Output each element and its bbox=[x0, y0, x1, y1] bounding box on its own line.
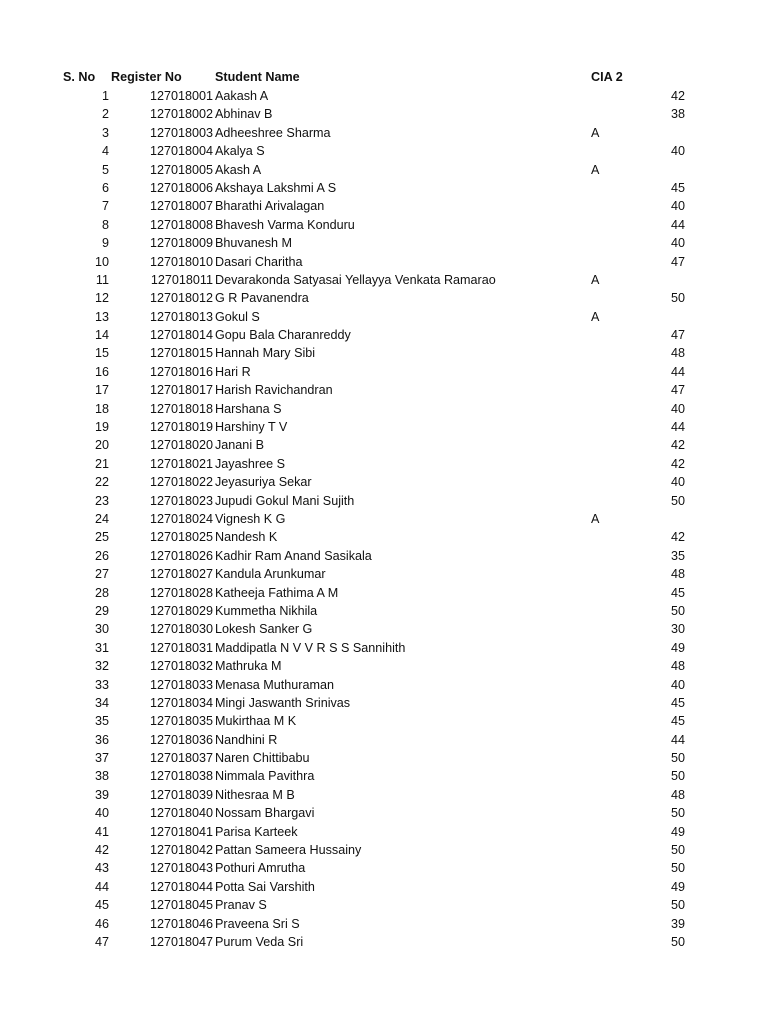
student-name-cell: Praveena Sri S bbox=[215, 916, 300, 931]
sno-cell: 25 bbox=[94, 530, 109, 545]
table-row bbox=[0, 804, 768, 822]
register-no-cell: 127018035 bbox=[149, 714, 213, 729]
student-name-cell: Bhuvanesh M bbox=[215, 236, 293, 251]
absent-cell: A bbox=[591, 309, 600, 324]
sno-cell: 32 bbox=[94, 659, 109, 674]
sno-cell: 42 bbox=[94, 843, 109, 858]
mark-cell: 49 bbox=[670, 640, 685, 655]
register-no-cell: 127018041 bbox=[149, 824, 213, 839]
student-name-cell: Harish Ravichandran bbox=[215, 383, 333, 398]
table-row bbox=[0, 528, 768, 546]
mark-cell: 50 bbox=[670, 291, 685, 306]
register-no-cell: 127018045 bbox=[149, 898, 213, 913]
register-no-cell: 127018008 bbox=[149, 217, 213, 232]
mark-cell: 50 bbox=[670, 493, 685, 508]
table-row bbox=[0, 473, 768, 491]
register-no-cell: 127018022 bbox=[149, 475, 213, 490]
sno-cell: 38 bbox=[94, 769, 109, 784]
mark-cell: 45 bbox=[670, 714, 685, 729]
sno-cell: 15 bbox=[94, 346, 109, 361]
register-no-cell: 127018030 bbox=[149, 622, 213, 637]
table-row bbox=[0, 161, 768, 179]
sno-cell: 35 bbox=[94, 714, 109, 729]
sno-cell: 34 bbox=[94, 695, 109, 710]
sno-cell: 21 bbox=[94, 456, 109, 471]
register-no-cell: 127018029 bbox=[149, 603, 213, 618]
table-row bbox=[0, 400, 768, 418]
table-row bbox=[0, 105, 768, 123]
sno-cell: 24 bbox=[94, 511, 109, 526]
sno-cell: 31 bbox=[94, 640, 109, 655]
table-row bbox=[0, 436, 768, 454]
register-no-cell: 127018007 bbox=[149, 199, 213, 214]
register-no-cell: 127018039 bbox=[149, 787, 213, 802]
register-no-cell: 127018004 bbox=[149, 144, 213, 159]
register-no-cell: 127018001 bbox=[149, 89, 213, 103]
register-no-cell: 127018021 bbox=[149, 456, 213, 471]
register-no-cell: 127018002 bbox=[149, 107, 213, 122]
table-row bbox=[0, 565, 768, 583]
register-no-cell: 127018046 bbox=[149, 916, 213, 931]
sno-cell: 44 bbox=[94, 879, 109, 894]
mark-cell: 44 bbox=[670, 217, 685, 232]
table-row bbox=[0, 620, 768, 638]
register-no-cell: 127018012 bbox=[149, 291, 213, 306]
table-row bbox=[0, 731, 768, 749]
register-no-cell: 127018036 bbox=[149, 732, 213, 747]
mark-cell: 50 bbox=[670, 861, 685, 876]
register-no-cell: 127018014 bbox=[149, 328, 213, 343]
absent-cell: A bbox=[591, 125, 600, 140]
sno-cell: 12 bbox=[94, 291, 109, 306]
student-name-cell: Pranav S bbox=[215, 898, 267, 913]
table-row bbox=[0, 124, 768, 142]
student-name-cell: Kandula Arunkumar bbox=[215, 567, 326, 582]
table-row bbox=[0, 363, 768, 381]
mark-cell: 50 bbox=[670, 843, 685, 858]
student-name-cell: Nossam Bhargavi bbox=[215, 806, 315, 821]
mark-cell: 49 bbox=[670, 824, 685, 839]
student-name-cell: Mingi Jaswanth Srinivas bbox=[215, 695, 351, 710]
student-name-cell: Akalya S bbox=[215, 144, 265, 159]
absent-cell: A bbox=[591, 511, 600, 526]
mark-cell: 42 bbox=[670, 438, 685, 453]
mark-cell: 50 bbox=[670, 769, 685, 784]
sno-cell: 4 bbox=[101, 144, 109, 159]
table-row bbox=[0, 234, 768, 252]
header-row bbox=[0, 68, 768, 87]
mark-cell: 50 bbox=[670, 603, 685, 618]
student-name-cell: Nandhini R bbox=[215, 732, 278, 747]
register-no-cell: 127018025 bbox=[149, 530, 213, 545]
mark-cell: 42 bbox=[670, 456, 685, 471]
mark-cell: 44 bbox=[670, 364, 685, 379]
register-no-cell: 127018015 bbox=[149, 346, 213, 361]
sno-cell: 43 bbox=[94, 861, 109, 876]
student-name-cell: Nimmala Pavithra bbox=[215, 769, 315, 784]
mark-cell: 40 bbox=[670, 236, 685, 251]
sno-cell: 10 bbox=[94, 254, 109, 269]
register-no-cell: 127018042 bbox=[149, 843, 213, 858]
table-row bbox=[0, 767, 768, 785]
student-name-cell: Devarakonda Satyasai Yellayya Venkata Ramarao bbox=[215, 272, 496, 287]
table-row bbox=[0, 712, 768, 730]
register-no-cell: 127018003 bbox=[149, 125, 213, 140]
student-name-cell: Harshana S bbox=[215, 401, 282, 416]
table-row bbox=[0, 344, 768, 362]
table-row bbox=[0, 326, 768, 344]
mark-cell: 44 bbox=[670, 420, 685, 435]
mark-cell: 50 bbox=[670, 898, 685, 913]
mark-cell: 48 bbox=[670, 567, 685, 582]
table-row bbox=[0, 933, 768, 951]
sno-cell: 26 bbox=[94, 548, 109, 563]
table-row bbox=[0, 87, 768, 105]
table-row bbox=[0, 915, 768, 933]
sno-cell: 30 bbox=[94, 622, 109, 637]
register-no-cell: 127018006 bbox=[149, 180, 213, 195]
student-name-cell: Jeyasuriya Sekar bbox=[215, 475, 312, 490]
register-no-cell: 127018034 bbox=[149, 695, 213, 710]
student-name-cell: Mathruka M bbox=[215, 659, 282, 674]
student-name-cell: Kummetha Nikhila bbox=[215, 603, 318, 618]
sno-cell: 33 bbox=[94, 677, 109, 692]
student-name-cell: Jayashree S bbox=[215, 456, 286, 471]
sno-cell: 36 bbox=[94, 732, 109, 747]
sno-cell: 29 bbox=[94, 603, 109, 618]
register-no-cell: 127018010 bbox=[149, 254, 213, 269]
sno-cell: 7 bbox=[101, 199, 109, 214]
student-name-cell: Gopu Bala Charanreddy bbox=[215, 328, 351, 343]
register-no-cell: 127018016 bbox=[149, 364, 213, 379]
student-name-cell: Abhinav B bbox=[215, 107, 273, 122]
sno-cell: 23 bbox=[94, 493, 109, 508]
table-row bbox=[0, 639, 768, 657]
student-name-cell: Bhavesh Varma Konduru bbox=[215, 217, 355, 232]
mark-cell: 40 bbox=[670, 199, 685, 214]
table-row bbox=[0, 823, 768, 841]
header-cia: CIA 2 bbox=[591, 70, 623, 84]
sno-cell: 47 bbox=[94, 934, 109, 949]
student-name-cell: Gokul S bbox=[215, 309, 260, 324]
table-row bbox=[0, 455, 768, 473]
mark-cell: 45 bbox=[670, 585, 685, 600]
table-row bbox=[0, 859, 768, 877]
sno-cell: 2 bbox=[101, 107, 109, 122]
sno-cell: 45 bbox=[94, 898, 109, 913]
student-name-cell: Naren Chittibabu bbox=[215, 751, 310, 766]
table-row bbox=[0, 547, 768, 565]
register-no-cell: 127018013 bbox=[149, 309, 213, 324]
sno-cell: 46 bbox=[94, 916, 109, 931]
student-name-cell: Dasari Charitha bbox=[215, 254, 303, 269]
register-no-cell: 127018044 bbox=[149, 879, 213, 894]
sno-cell: 11 bbox=[95, 272, 109, 287]
table-row bbox=[0, 197, 768, 215]
mark-cell: 45 bbox=[670, 180, 685, 195]
sno-cell: 17 bbox=[94, 383, 109, 398]
student-name-cell: Pattan Sameera Hussainy bbox=[215, 843, 362, 858]
mark-cell: 48 bbox=[670, 787, 685, 802]
table-row bbox=[0, 418, 768, 436]
mark-cell: 50 bbox=[670, 806, 685, 821]
table-row bbox=[0, 602, 768, 620]
mark-cell: 40 bbox=[670, 475, 685, 490]
student-name-cell: Pothuri Amrutha bbox=[215, 861, 306, 876]
sno-cell: 1 bbox=[101, 89, 109, 103]
sno-cell: 39 bbox=[94, 787, 109, 802]
register-no-cell: 127018040 bbox=[149, 806, 213, 821]
table-row bbox=[0, 749, 768, 767]
register-no-cell: 127018031 bbox=[149, 640, 213, 655]
mark-cell: 38 bbox=[670, 107, 685, 122]
mark-cell: 47 bbox=[670, 254, 685, 269]
sno-cell: 37 bbox=[94, 751, 109, 766]
student-name-cell: Katheeja Fathima A M bbox=[215, 585, 339, 600]
table-row bbox=[0, 676, 768, 694]
mark-cell: 50 bbox=[670, 934, 685, 949]
sno-cell: 40 bbox=[94, 806, 109, 821]
register-no-cell: 127018033 bbox=[149, 677, 213, 692]
table-row bbox=[0, 841, 768, 859]
table-row bbox=[0, 786, 768, 804]
register-no-cell: 127018011 bbox=[150, 272, 213, 287]
student-name-cell: Nithesraa M B bbox=[215, 787, 295, 802]
student-name-cell: Vignesh K G bbox=[215, 511, 286, 526]
register-no-cell: 127018024 bbox=[149, 511, 213, 526]
student-name-cell: Harshiny T V bbox=[215, 420, 288, 435]
sno-cell: 13 bbox=[94, 309, 109, 324]
sno-cell: 27 bbox=[94, 567, 109, 582]
student-name-cell: Janani B bbox=[215, 438, 265, 453]
sno-cell: 9 bbox=[101, 236, 109, 251]
sno-cell: 8 bbox=[101, 217, 109, 232]
mark-cell: 49 bbox=[670, 879, 685, 894]
header-sno: S. No bbox=[63, 70, 96, 84]
mark-cell: 40 bbox=[670, 677, 685, 692]
absent-cell: A bbox=[591, 162, 600, 177]
register-no-cell: 127018043 bbox=[149, 861, 213, 876]
student-name-cell: Hari R bbox=[215, 364, 251, 379]
student-name-cell: Bharathi Arivalagan bbox=[215, 199, 325, 214]
sno-cell: 41 bbox=[94, 824, 109, 839]
sno-cell: 3 bbox=[101, 125, 109, 140]
table-row bbox=[0, 179, 768, 197]
student-name-cell: Potta Sai Varshith bbox=[215, 879, 315, 894]
mark-cell: 39 bbox=[670, 916, 685, 931]
table-row bbox=[0, 510, 768, 528]
table-row bbox=[0, 584, 768, 602]
mark-cell: 45 bbox=[670, 695, 685, 710]
student-name-cell: Aakash A bbox=[215, 89, 269, 103]
mark-cell: 47 bbox=[670, 383, 685, 398]
table-row bbox=[0, 492, 768, 510]
register-no-cell: 127018005 bbox=[149, 162, 213, 177]
sno-cell: 14 bbox=[94, 328, 109, 343]
register-no-cell: 127018026 bbox=[149, 548, 213, 563]
register-no-cell: 127018017 bbox=[149, 383, 213, 398]
student-name-cell: Maddipatla N V V R S S Sannihith bbox=[215, 640, 406, 655]
mark-cell: 48 bbox=[670, 659, 685, 674]
table-row bbox=[0, 142, 768, 160]
student-name-cell: Akash A bbox=[215, 162, 262, 177]
table-row bbox=[0, 896, 768, 914]
register-no-cell: 127018038 bbox=[149, 769, 213, 784]
sno-cell: 6 bbox=[101, 180, 109, 195]
sno-cell: 5 bbox=[101, 162, 109, 177]
student-name-cell: G R Pavanendra bbox=[215, 291, 309, 306]
sno-cell: 19 bbox=[94, 420, 109, 435]
table-body bbox=[0, 87, 768, 951]
register-no-cell: 127018028 bbox=[149, 585, 213, 600]
register-no-cell: 127018018 bbox=[149, 401, 213, 416]
student-name-cell: Kadhir Ram Anand Sasikala bbox=[215, 548, 372, 563]
sno-cell: 18 bbox=[94, 401, 109, 416]
mark-cell: 50 bbox=[670, 751, 685, 766]
student-name-cell: Jupudi Gokul Mani Sujith bbox=[215, 493, 355, 508]
mark-cell: 47 bbox=[670, 328, 685, 343]
header-register-no: Register No bbox=[111, 70, 182, 84]
sno-cell: 20 bbox=[94, 438, 109, 453]
register-no-cell: 127018037 bbox=[149, 751, 213, 766]
student-name-cell: Nandesh K bbox=[215, 530, 278, 545]
register-no-cell: 127018023 bbox=[149, 493, 213, 508]
marks-sheet bbox=[0, 68, 768, 951]
mark-cell: 35 bbox=[670, 548, 685, 563]
student-name-cell: Akshaya Lakshmi A S bbox=[215, 180, 337, 195]
student-name-cell: Lokesh Sanker G bbox=[215, 622, 313, 637]
student-name-cell: Adheeshree Sharma bbox=[215, 125, 331, 140]
table-row bbox=[0, 253, 768, 271]
register-no-cell: 127018019 bbox=[149, 420, 213, 435]
table-row bbox=[0, 694, 768, 712]
mark-cell: 48 bbox=[670, 346, 685, 361]
absent-cell: A bbox=[591, 272, 600, 287]
sno-cell: 16 bbox=[94, 364, 109, 379]
student-name-cell: Parisa Karteek bbox=[215, 824, 298, 839]
student-name-cell: Menasa Muthuraman bbox=[215, 677, 335, 692]
header-student-name: Student Name bbox=[215, 70, 300, 84]
register-no-cell: 127018027 bbox=[149, 567, 213, 582]
table-row bbox=[0, 878, 768, 896]
register-no-cell: 127018032 bbox=[149, 659, 213, 674]
table-row bbox=[0, 657, 768, 675]
register-no-cell: 127018020 bbox=[149, 438, 213, 453]
mark-cell: 30 bbox=[670, 622, 685, 637]
table-row bbox=[0, 271, 768, 289]
table-row bbox=[0, 216, 768, 234]
register-no-cell: 127018047 bbox=[149, 934, 213, 949]
mark-cell: 44 bbox=[670, 732, 685, 747]
mark-cell: 42 bbox=[670, 89, 685, 103]
mark-cell: 40 bbox=[670, 401, 685, 416]
mark-cell: 40 bbox=[670, 144, 685, 159]
register-no-cell: 127018009 bbox=[149, 236, 213, 251]
table-row bbox=[0, 381, 768, 399]
table-row bbox=[0, 308, 768, 326]
student-name-cell: Hannah Mary Sibi bbox=[215, 346, 316, 361]
student-name-cell: Mukirthaa M K bbox=[215, 714, 297, 729]
mark-cell: 42 bbox=[670, 530, 685, 545]
table-row bbox=[0, 289, 768, 307]
sno-cell: 28 bbox=[94, 585, 109, 600]
sno-cell: 22 bbox=[94, 475, 109, 490]
student-name-cell: Purum Veda Sri bbox=[215, 934, 304, 949]
